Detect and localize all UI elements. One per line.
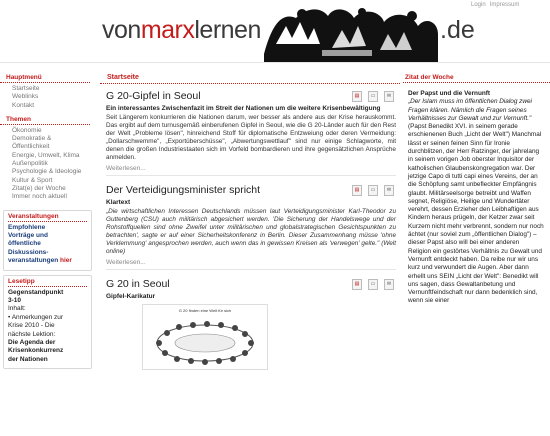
header-divider <box>0 62 550 72</box>
top-links <box>471 2 523 8</box>
article-title[interactable]: Der Verteidigungsminister spricht <box>106 184 261 196</box>
email-icon[interactable]: ✉ <box>384 91 394 102</box>
logo-von: von <box>102 16 141 44</box>
main-content <box>100 74 400 436</box>
veranstaltungen-line: Vorträge und <box>8 231 48 239</box>
themen-item-psychologie[interactable]: Psychologie & Ideologie <box>12 168 82 176</box>
article-tools <box>352 279 394 290</box>
veranstaltungen-line: Diskussions- <box>8 248 49 256</box>
main-menu <box>12 85 96 110</box>
lesetipp-line[interactable]: Krisenkonkurrenz <box>8 347 64 355</box>
quote-italic: „Der Islam muss im öffentlichen Dialog zwei Fragen klären. Nämlich die Fragen seines Verhältnisses zur Gewalt und zur Vernunft." <box>408 98 532 122</box>
lesetipp-content <box>8 289 87 365</box>
themen-item-zitat[interactable]: Zitat(e) der Woche <box>12 184 66 192</box>
article-title[interactable]: G 20 in Seoul <box>106 278 170 290</box>
print-icon[interactable]: ▭ <box>368 91 378 102</box>
lesetipp-line: nächste Lektion: <box>8 330 56 338</box>
article <box>106 184 396 270</box>
article-subtitle: Ein interessantes Zwischenfazit im Streit der Nationen um die weitere Krisenbewältigung <box>106 105 381 112</box>
lesetipp-line[interactable]: Die Agenda der <box>8 339 56 347</box>
print-icon[interactable]: ▭ <box>368 185 378 196</box>
themen-item-demokratie[interactable]: Demokratie & <box>12 135 52 143</box>
veranstaltungen-line: öffentliche <box>8 240 41 248</box>
menu-item-startseite[interactable]: Startseite <box>12 85 40 92</box>
article-subtitle: Klartext <box>106 199 131 206</box>
themen-item-oeffentlichkeit[interactable]: Öffentlichkeit <box>12 143 50 151</box>
caricature-image <box>142 304 268 370</box>
article-subtitle: Gipfel-Karikatur <box>106 293 156 300</box>
quote-body: (Papst Benedikt XVI. in seinem gerade erschienenen Buch „Licht der Welt") Manchmal lässt er seinen feinen Sinn für Ironie durchblitzen, der Herr Ratzinger, der jahrelang in seinem vorigen Job oberster Inquisitor der katholischen Glaubenskongregation war. Der jetzige Capo di tutti capi eines Vereins, der an die Schöpfung samt unbefleckter Empfängnis glaubt. Militärseelsorge betreibt und Waffen segnet, Religiöse, Heilige und Wundertäter verehrt, dessen Erzieher den Leibhaftigen aus Kindern heraus prügeln, der Ketzer zwar seit Kurzem nicht mehr verbrennt, sondern nur noch ächtet (nur soviel zum „öffentlichen Dialog") – dieser Papst also will bei einer anderen Religion ein gestörtes Verhältnis zu Gewalt und Vernunft entdeckt haben. Da reibe nur wir uns kurz und verwundert die Augen. Aber dann erhellt uns SEIN „Licht der Welt": Benedikt will uns sagen, dass Gewaltanbetung und Vernunftfeindschaft nur dann bedenklich sind, wenn sie einer <box>408 123 544 305</box>
right-sidebar <box>403 74 550 436</box>
veranstaltungen-line: Empfohlene <box>8 223 46 231</box>
lesetipp-line: • Anmerkungen zur <box>8 313 64 321</box>
themen-item-oekonomie[interactable]: Ökonomie <box>12 126 42 134</box>
article-title[interactable]: G 20-Gipfel in Seoul <box>106 90 201 102</box>
page-title: Startseite <box>100 74 400 84</box>
veranstaltungen-link[interactable] <box>8 224 87 266</box>
logo-domain: .de <box>440 16 475 44</box>
veranstaltungen-box <box>3 210 92 271</box>
pdf-icon[interactable]: ▤ <box>352 91 362 102</box>
article <box>106 90 396 176</box>
menu-item-kontakt[interactable]: Kontakt <box>12 101 35 109</box>
caricature-drawing <box>143 313 267 367</box>
pdf-icon[interactable]: ▤ <box>352 279 362 290</box>
hauptmenu-title: Hauptmenü <box>0 74 90 83</box>
themen-menu <box>12 127 96 202</box>
veranstaltungen-line: veranstaltungen <box>8 257 59 265</box>
lesetipp-line[interactable]: der Nationen <box>8 355 48 363</box>
logo-marx: marx <box>140 16 195 44</box>
article-body: Seit Längerem konkurrieren die Nationen darum, wer besser als andere aus der Krise herauskommt. Das ergibt auf dem turnusgemäß einberufenen Gipfel in Seoul, wie die G 20-Länder auch für den Rest der Welt „Probleme lösen", hinreichend Stoff für diplomatische Entzweiung oder deren Vermeidung: „Dollarschwemme", „Exportüberschüsse", „Abwertungswettlauf" sind nur einige Schlagworte, mit denen die großen Industriestaaten sich im Vorfeld bombardieren und ihre gegensätzlichen Ansprüche anmelden. <box>106 114 396 161</box>
themen-item-aussenpolitik[interactable]: Außenpolitik <box>12 160 48 168</box>
veranstaltungen-title: Veranstaltungen <box>8 213 87 222</box>
themen-item-immer[interactable]: Immer noch aktuell <box>12 193 67 201</box>
themen-item-kultur[interactable]: Kultur & Sport <box>12 176 53 184</box>
lesetipp-box <box>3 275 92 370</box>
article-body: „Die wirtschaftlichen Interessen Deutschlands müssen laut Verteidigungsminister Karl-Theodor zu Guttenberg (CSU) auch militärisch abgesichert werden. 'Die Sicherung der Handelswege und der Rohstoffquellen sind ohne Zweifel unter militärischen und globalstrategischen Gesichtspunkten zu betrachten', sagte er auf einer Sicherheitskonferenz in Berlin. Dieser Zusammenhang müsse 'ohne Verklemmung' angesprochen werden, auch wenn das in gewissen Kreisen als 'verwegen' gelte." (Welt online) <box>106 208 396 255</box>
email-icon[interactable]: ✉ <box>384 279 394 290</box>
impressum-link[interactable]: Impressum <box>489 2 520 8</box>
logo-lernen: lernen <box>194 16 261 44</box>
zitat-der-woche <box>403 85 550 306</box>
print-icon[interactable]: ▭ <box>368 279 378 290</box>
caricature-caption: G 20 finden eine Welt für sich <box>178 308 232 313</box>
read-more-link[interactable]: Weiterlesen... <box>106 259 146 266</box>
site-header <box>0 0 550 62</box>
lesetipp-line: Inhalt: <box>8 305 26 313</box>
read-more-link[interactable]: Weiterlesen... <box>106 165 146 172</box>
article-tools <box>352 185 394 196</box>
lesetipp-line[interactable]: 3-10 <box>8 297 22 304</box>
pdf-icon[interactable]: ▤ <box>352 185 362 196</box>
site-logo[interactable] <box>102 16 261 45</box>
themen-item-energie[interactable]: Energie, Umwelt, Klima <box>12 151 80 159</box>
themen-title: Themen <box>0 116 90 125</box>
quote-title[interactable]: Der Papst und die Vernunft <box>408 90 491 97</box>
veranstaltungen-hier-link[interactable]: hier <box>60 257 72 265</box>
zitat-section-title: Zitat der Woche <box>403 74 550 83</box>
article-tools <box>352 91 394 102</box>
email-icon[interactable]: ✉ <box>384 185 394 196</box>
article <box>106 278 396 373</box>
header-crowd-illustration <box>262 4 440 62</box>
login-link[interactable]: Login <box>471 2 486 8</box>
left-sidebar <box>0 74 96 436</box>
menu-item-weblinks[interactable]: Weblinks <box>12 93 39 101</box>
lesetipp-title: Lesetipp <box>8 278 87 287</box>
lesetipp-line: Krise 2010 - Die <box>8 322 55 330</box>
lesetipp-line[interactable]: Gegenstandpunkt <box>8 288 64 296</box>
